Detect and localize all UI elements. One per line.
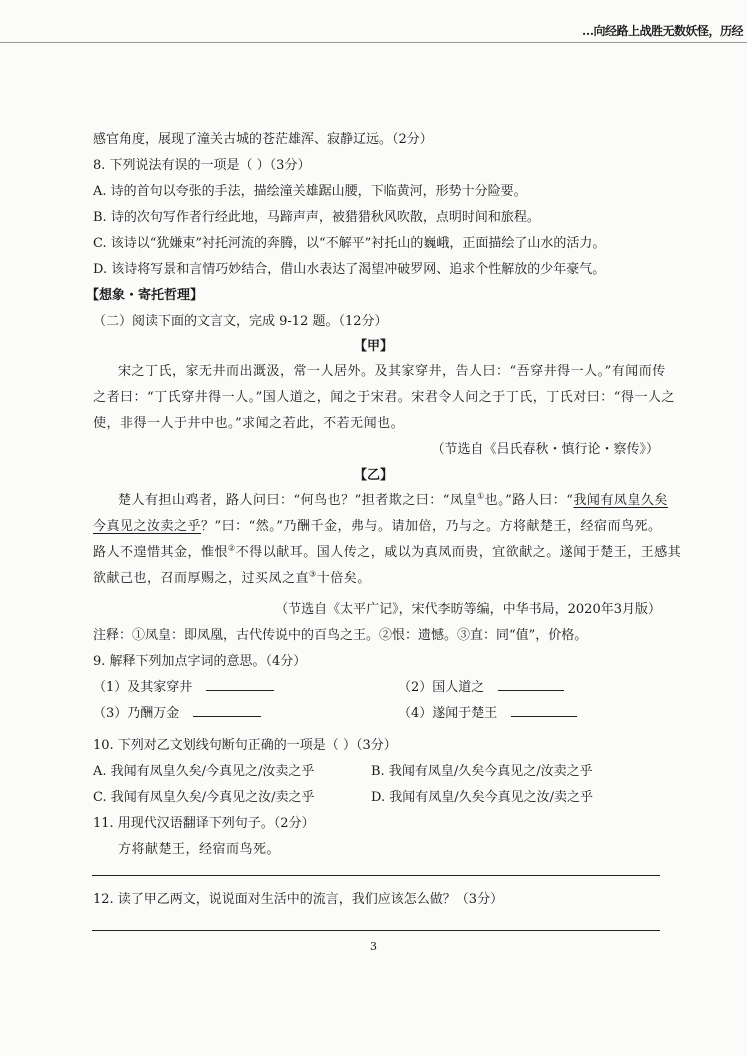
part-2-instruction: （二）阅读下面的文言文，完成 9-12 题。（12分） (93, 314, 388, 329)
option-10c: C. 我闻有凤皇久矣/今真见之汝/卖之乎 (93, 790, 315, 805)
option-10a: A. 我闻有凤皇久矣/今真见之/汝卖之乎 (93, 764, 315, 779)
question-10: 10. 下列对乙文划线句断句正确的一项是（ ）（3分） (93, 738, 397, 753)
passage-yi-source: （节选自《太平广记》，宋代李昉等编，中华书局，2020年3月版） (275, 602, 661, 617)
passage-yi-text: 路人不遑惜其金，惟恨 (93, 545, 229, 560)
passage-jia-source: （节选自《吕氏春秋・慎行论・察传》） (431, 442, 659, 457)
passage-jia-line-1: 宋之丁氏，家无井而出溉汲，常一人居外。及其家穿井，告人曰：“吾穿井得一人。”有闻而传 (118, 364, 666, 379)
passage-yi-text: 欲献己也，召而厚赐之，过买凤之直 (93, 571, 310, 586)
passage-yi-text: 楚人有担山鸡者，路人问曰：“何鸟也？”担者欺之曰：“凤皇 (118, 493, 477, 508)
question-9-item-text: （4）遂闻于楚王 (398, 706, 498, 721)
answer-blank[interactable] (511, 704, 577, 717)
answer-blank[interactable] (498, 678, 564, 691)
question-11: 11. 用现代汉语翻译下列句子。（2分） (93, 816, 315, 831)
question-9-item-text: （3）乃酬万金 (93, 706, 180, 721)
line-poem-summary: 感官角度，展现了潼关古城的苍茫雄浑、寂静辽远。（2分） (93, 132, 433, 147)
passage-yi-text: ？”曰：“然。”乃酬千金，弗与。请加倍，乃与之。方将献楚王，经宿而鸟死。 (201, 519, 662, 534)
header-fragment: …向经路上战胜无数妖怪，历经 (581, 24, 743, 38)
underlined-sentence: 今真见之汝卖之乎 (93, 519, 202, 534)
passage-yi-line-3 (93, 541, 681, 560)
question-9-item-4 (398, 702, 577, 721)
question-9: 9. 解释下列加点字词的意思。（4分） (93, 654, 307, 669)
question-9-item-text: （2）国人道之 (398, 680, 485, 695)
footnote-marker: ③ (309, 569, 317, 579)
passage-yi-text: 十倍矣。 (316, 571, 371, 586)
answer-blank[interactable] (206, 678, 274, 691)
option-8d: D. 该诗将写景和言情巧妙结合，借山水表达了渴望冲破罗网、追求个性解放的少年豪气。 (93, 262, 606, 277)
passage-yi-text: 也。”路人曰：“ (484, 493, 574, 508)
question-9-item-3 (93, 702, 261, 721)
page-number: 3 (370, 940, 377, 953)
passage-yi-title: 【乙】 (353, 468, 393, 483)
passage-jia-title: 【甲】 (353, 339, 393, 354)
question-11-sentence: 方将献楚王，经宿而鸟死。 (118, 842, 281, 857)
passage-jia-line-2: 之者曰：“丁氏穿井得一人。”国人道之，闻之于宋君。宋君令人问之于丁氏，丁氏对曰：“得一人之 (93, 390, 675, 405)
underlined-sentence: 我闻有凤皇久矣 (573, 493, 668, 508)
answer-line[interactable] (92, 875, 660, 876)
passage-yi-line-1 (118, 489, 668, 508)
option-8a: A. 诗的首句以夸张的手法，描绘潼关雄踞山腰，下临黄河，形势十分险要。 (93, 184, 527, 199)
footnote-marker: ① (476, 491, 485, 501)
passage-jia-line-3: 使，非得一人于井中也。”求闻之若此，不若无闻也。 (93, 416, 405, 431)
section-heading: 【想象・寄托哲理】 (86, 288, 204, 303)
option-8c: C. 该诗以“犹嫌束”衬托河流的奔腾，以“不解平”衬托山的巍峨，正面描绘了山水的活力。 (93, 236, 606, 251)
option-8b: B. 诗的次句写作者行经此地，马蹄声声，被猎猎秋风吹散，点明时间和旅程。 (93, 210, 540, 225)
passage-yi-line-2 (93, 515, 661, 534)
question-12: 12. 读了甲乙两文，说说面对生活中的流言，我们应该怎么做？（3分） (93, 892, 504, 907)
question-9-item-text: （1）及其家穿井 (93, 680, 193, 695)
passage-yi-text: 不得以献耳。国人传之，咸以为真凤而贵，宜欲献之。遂闻于楚王，王感其 (235, 545, 682, 560)
header-divider (0, 42, 747, 43)
answer-line[interactable] (92, 930, 660, 931)
passage-yi-line-4 (93, 567, 371, 586)
option-10d: D. 我闻有凤皇/久矣今真见之汝/卖之乎 (371, 790, 593, 805)
question-9-item-2 (398, 676, 564, 695)
question-9-item-1 (93, 676, 274, 695)
footnotes: 注释：①凤皇：即凤凰，古代传说中的百鸟之王。②恨：遗憾。③直：同“值”，价格。 (93, 628, 588, 643)
answer-blank[interactable] (193, 704, 261, 717)
question-8: 8. 下列说法有误的一项是（ ）（3分） (93, 158, 311, 173)
option-10b: B. 我闻有凤皇/久矣今真见之/汝卖之乎 (371, 764, 593, 779)
footnote-marker: ② (228, 543, 236, 553)
